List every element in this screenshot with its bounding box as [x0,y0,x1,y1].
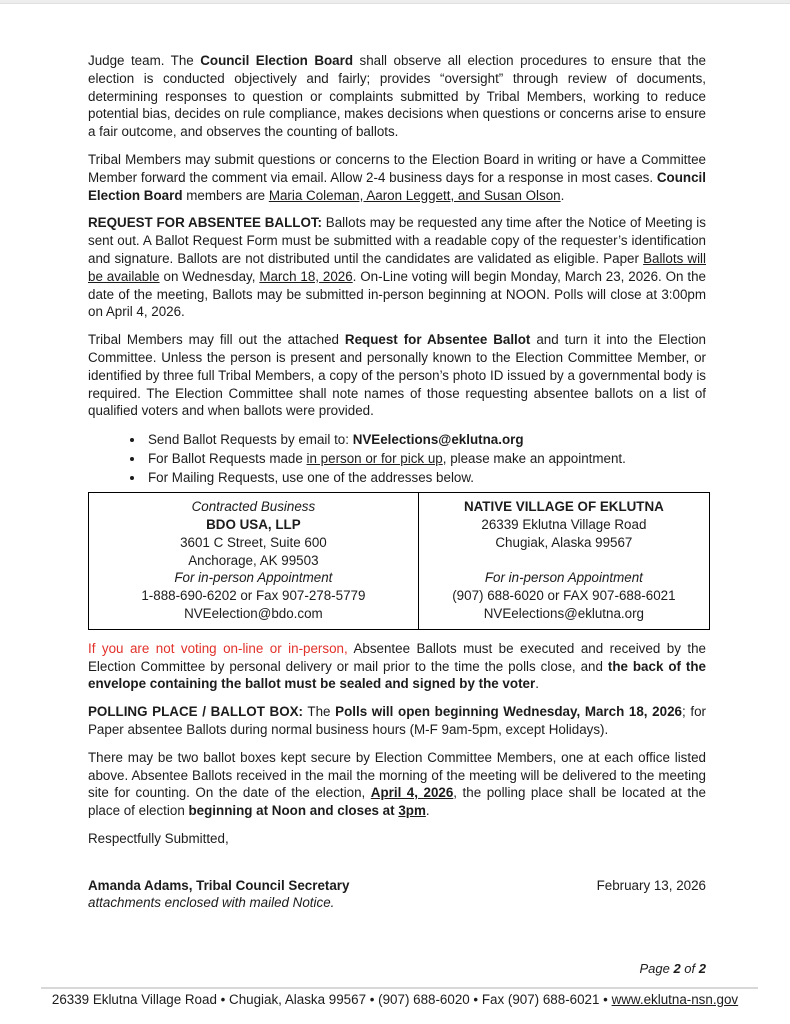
contact-line [91,605,416,623]
paragraph-request-absentee-ballot [88,214,706,321]
text-segment: Judge team. The [88,53,201,68]
text-segment: March 18, 2026 [259,268,353,284]
text-segment: Tribal Members may submit questions or concerns to the Election Board in writing or have a Committee Member forward the comment via email. Allow 2-4 business days for a response in most cases. [88,151,706,185]
signature-date: February 13, 2026 [596,877,706,893]
attachments-note: attachments enclosed with mailed Notice. [88,895,335,911]
text-segment: . On-Line voting will begin Monday, March 23, 2026. On the date of the meeting, Ballots may be submitted in-person beginning at NOON. Polls will close at 3:00pm on April 4, 2026. [88,268,706,320]
text-segment: April 4, 2026 [370,785,454,801]
text-segment: 1-888-690-6202 or Fax 907-278-5779 [141,588,366,604]
signature-row [88,877,706,895]
text-segment: and turn it into the Election Committee. Unless the person is present and personally known to the Election Committee Member, or identified by three full Tribal Members, a copy of the person’s photo ID issued by a governmental body is required. The Election Committee shall note names of those requesting absentee ballots on a list of qualified voters and when ballots were provided. [88,332,706,419]
paragraph-not-voting-warning [88,640,706,693]
text-segment: Page [639,961,674,976]
text-segment: ; for Paper absentee Ballots during normal business hours (M-F 9am-5pm, except Holidays). [88,704,706,737]
contact-line [421,587,707,605]
text-segment: For Mailing Requests, use one of the addresses below. [148,470,475,486]
text-segment: Council Election Board [200,53,354,68]
text-segment: For Ballot Requests made [148,451,307,467]
contact-line [421,569,707,587]
page-content [88,52,706,912]
text-segment: Contracted Business [191,499,316,515]
text-segment: 3pm [398,803,426,819]
text-segment: Request for Absentee Ballot [344,332,531,348]
text-segment: Chugiak, Alaska 99567 [495,534,633,550]
text-segment: Send Ballot Requests by email to: [148,432,353,448]
page-top-edge [0,0,790,4]
contact-line [421,605,707,623]
paragraph-ballot-boxes [88,749,706,820]
text-segment: shall observe all election procedures to ensure that the election is conducted objectively and fairly; provides “oversight” through review of documents, determining responses to question or complaints submitted by Tribal Members, working to reduce potential bias, decides on rule compliance, makes decisions when questions or concerns arise to ensure a fair outcome, and observes the counting of ballots. [88,53,707,140]
contact-line [91,587,416,605]
nve-email: NVEelections@eklutna.org [483,605,644,621]
elections-email: NVEelections@eklutna.org [352,432,524,448]
paragraph-submit-questions [88,151,706,204]
contact-line [421,516,707,534]
text-segment: 2 [698,961,706,976]
text-segment: Ballots will be available [88,250,706,284]
page-number [639,961,706,976]
text-segment: (907) 688-6020 or FAX 907-688-6021 [452,588,676,604]
contact-line [91,569,416,587]
text-segment: Absentee Ballots must be executed and received by the Election Committee by personal delivery or mail prior to the time the polls close, and [88,640,706,674]
contact-line [421,498,707,516]
paragraph-fill-out-request [88,331,706,420]
text-segment: NATIVE VILLAGE OF EKLUTNA [463,499,664,515]
text-segment: For in-person Appointment [484,570,643,586]
footer-divider [41,987,758,989]
text-segment: BDO USA, LLP [206,516,301,532]
list-item-in-person-requests [145,449,706,468]
text-segment: There may be two ballot boxes kept secure by Election Committee Members, one at each office listed above. Absentee Ballots received in the mail the morning of the meeting will be delivered to the meeting site for counting. On the date of the election, [88,749,706,801]
contact-cell-bdo [89,493,419,630]
text-segment: of [680,961,699,976]
text-segment: . [560,187,565,203]
contact-line [91,498,416,516]
list-item-mailing-requests [145,468,706,487]
contact-line [91,534,416,552]
text-segment: Polls will open beginning Wednesday, March 18, 2026 [335,704,682,720]
text-segment: , please make an appointment. [442,451,626,467]
text-segment: 26339 Eklutna Village Road [481,516,647,532]
closing-line: Respectfully Submitted, [88,830,229,846]
text-segment: . [425,803,430,819]
contact-line [91,516,416,534]
paragraph-polling-place [88,703,706,739]
bdo-email: NVEelection@bdo.com [184,605,323,621]
text-segment: in person or for pick up [306,451,443,467]
text-segment: members are [182,187,269,203]
text-segment: POLLING PLACE / BALLOT BOX: [88,704,303,720]
contact-cell-nve [418,493,709,630]
footer-address [16,992,774,1007]
text-segment: , the polling place shall be located at the place of election [88,785,706,819]
contact-line [421,534,707,552]
text-segment: 3601 C Street, Suite 600 [180,534,327,550]
text-segment: Anchorage, AK 99503 [188,552,319,568]
text-segment: Council Election Board [88,169,706,203]
contact-line-blank [421,552,707,570]
text-segment: the back of the envelope containing the ballot must be sealed and signed by the voter [88,658,706,692]
text-segment: For in-person Appointment [174,570,333,586]
contact-table-row [89,493,710,630]
text-segment: 26339 Eklutna Village Road • Chugiak, Alaska 99567 • (907) 688-6020 • Fax (907) 688-6021 • [51,992,612,1007]
paragraph-judge-team [88,52,706,141]
text-segment: beginning at Noon and closes at [188,803,399,819]
contact-table [88,492,710,630]
signature-block [88,877,706,913]
text-segment: 2 [673,961,681,976]
ballot-request-list [88,430,706,487]
text-segment: . [535,676,539,692]
text-segment: Ballots may be requested any time after the Notice of Meeting is sent out. A Ballot Request Form must be submitted with a readable copy of the requester’s identification and signature. Ballots are not distributed until the candidates are validated as eligible. Paper [88,215,706,266]
contact-line [91,552,416,570]
red-warning-text: If you are not voting on-line or in-person, [88,640,348,656]
text-segment: Maria Coleman, Aaron Leggett, and Susan Olson [268,187,561,203]
signature-name: Amanda Adams, Tribal Council Secretary [88,877,350,893]
website-link[interactable]: www.eklutna-nsn.gov [611,992,739,1007]
text-segment: on Wednesday, [159,268,260,284]
text-segment: The [303,704,336,720]
text-segment: Tribal Members may fill out the attached [88,332,345,348]
text-segment: REQUEST FOR ABSENTEE BALLOT: [88,215,323,231]
list-item-email-requests [145,430,706,449]
